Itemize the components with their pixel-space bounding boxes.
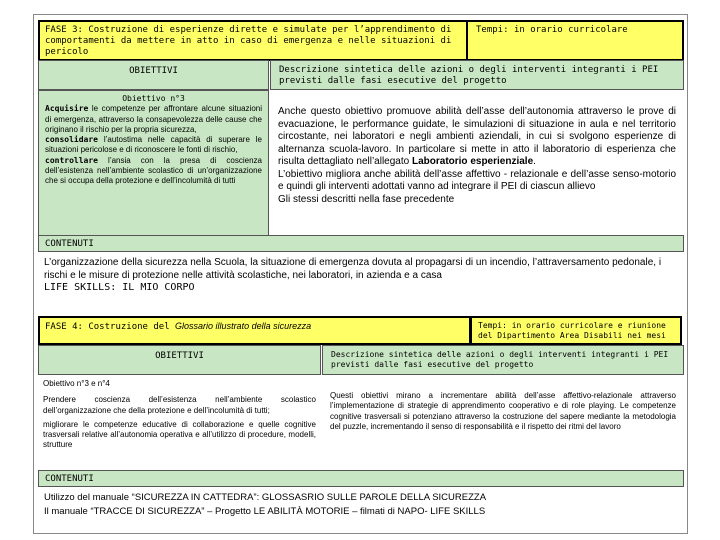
phase3-obiettivi-header (38, 60, 269, 90)
phase4-title-italic: Glossario illustrato della sicurezza (175, 321, 312, 331)
phase3-obiettivo-cell (38, 90, 269, 236)
phase4-contenuti-header-text: CONTENUTI (45, 474, 94, 484)
phase3-contenuti-cell (38, 255, 684, 297)
phase3-obiettivi-header-text: OBIETTIVI (129, 66, 178, 76)
phase3-tempi-value: in orario curricolare (513, 25, 628, 35)
phase4-contenuti-cell (38, 490, 684, 522)
phase3-life-skills: LIFE SKILLS: IL MIO CORPO (44, 282, 195, 293)
phase3-tempi-box (466, 20, 684, 61)
phase4-desc-text: Questi obiettivi mirano a incrementare abilità dell’asse affettivo-relazionale attraverso l’implementazione di strategie di apprendimento cooperativo e di role playing. Le competenze cognitive trasversali si potenziano attraverso la costruzione del sapere mediante la metodologia del puzzle, incrementando il senso di responsabilità e il rispetto dei ritmi del lavoro (330, 391, 676, 431)
phase3-contenuti-text: L’organizzazione della sicurezza nella Scuola, la situazione di emergenza dovuta al propagarsi di un incendio, l’attraversamento pedonale, i rischi e le misure di protezione nelle attività scolastiche, nei laboratori, in azienda e a casa (44, 257, 662, 281)
phase3-desc-p1: Anche questo obiettivo promuove abilità dell’asse dell’autonomia attraverso le prove di evacuazione, le performance guidate, le simulazioni di situazione in aula e nel territorio circostante, nei laboratori e negli ambienti aziendali, in cui si svolgono esperienze di alternanza scuola-lavoro. In particolare si mette in atto il laboratorio di esperienza che risulta dettagliato nell’allegato Laboratorio esperienziale. (278, 106, 676, 167)
phase3-obj-controllare: controllare l’ansia con la presa di coscienza dell’esistenza nell’ambiente scolastico di un’organizzazione che si occupa della protezione e dell’incolumità di tutti (45, 155, 262, 186)
phase3-obiettivo-title: Obiettivo n°3 (122, 94, 185, 103)
phase4-obiettivi-header-text: OBIETTIVI (155, 351, 204, 361)
phase4-obj-text1: Prendere coscienza dell’esistenza nell’ambiente scolastico dell’organizzazione che della protezione e dell’incolumità di tutti; (43, 395, 316, 415)
phase4-obiettivi-header (38, 345, 321, 375)
phase3-obj-consolidare: consolidare l’autostima nelle capacità di superare le situazioni pericolose e di riconoscere le fonti di rischio, (45, 135, 262, 155)
phase4-tempi-label: Tempi: (478, 321, 507, 330)
phase4-obiettivo-title: Obiettivo n°3 e n°4 (43, 379, 110, 388)
phase4-descrizione-header-text: Descrizione sintetica delle azioni o degli interventi integranti i PEI previsti dalle fasi esecutive del progetto (331, 350, 669, 370)
phase3-contenuti-header-text: CONTENUTI (45, 239, 94, 249)
phase4-tempi-value: in orario curricolare e riunione del Dipartimento Area Disabili nei mesi (478, 321, 666, 341)
phase4-obj-text2: migliorare le competenze educative di collaborazione e quelle cognitive trasversali relative all’autonomia operativa e all’utilizzo di procedure, modelli, strutture (43, 419, 316, 450)
phase3-contenuti-header (38, 235, 684, 252)
phase3-descrizione-header-text: Descrizione sintetica delle azioni o degli interventi integranti i PEI previsti dalle fasi esecutive del progetto (279, 65, 659, 86)
phase4-contenuti-header (38, 470, 684, 487)
phase3-desc-p3: Gli stessi descritti nella fase precedente (278, 193, 455, 205)
phase3-obj-acquisire: Acquisire le competenze per affrontare alcune situazioni di emergenza, attraverso la consapevolezza delle cause che originano il rischio per la propria sicurezza, (45, 104, 262, 134)
phase4-obiettivo-cell (38, 377, 321, 465)
phase4-contenuti-line1: Utilizzo del manuale “SICUREZZA IN CATTEDRA”: GLOSSASRIO SULLE PAROLE DELLA SICUREZZA (44, 492, 487, 503)
phase4-title-prefix: FASE 4: Costruzione del (45, 322, 176, 332)
phase4-descrizione-header (322, 345, 684, 375)
phase4-title-box (38, 316, 471, 345)
phase3-descrizione-header (270, 60, 684, 90)
phase4-descrizione-cell (322, 389, 684, 459)
phase3-descrizione-cell (270, 102, 684, 232)
phase3-tempi-label: Tempi: (476, 25, 509, 35)
phase4-tempi-box (470, 316, 682, 345)
phase3-desc-p2: L’obiettivo migliora anche abilità dell’asse affettivo - relazionale e dell’asse senso-motorio e quindi gli interventi adottati vanno ad integrare il PEI di ciascun allievo (278, 168, 676, 192)
phase3-title: FASE 3: Costruzione di esperienze dirette e simulate per l’apprendimento di comportamenti da mettere in atto in caso di emergenza e nelle situazioni di pericolo (45, 25, 452, 57)
phase4-contenuti-line2: Il manuale “TRACCE DI SICUREZZA” – Progetto LE ABILITÀ MOTORIE – filmati di NAPO- LIFE SKILLS (44, 506, 486, 517)
phase3-title-box (38, 20, 470, 61)
